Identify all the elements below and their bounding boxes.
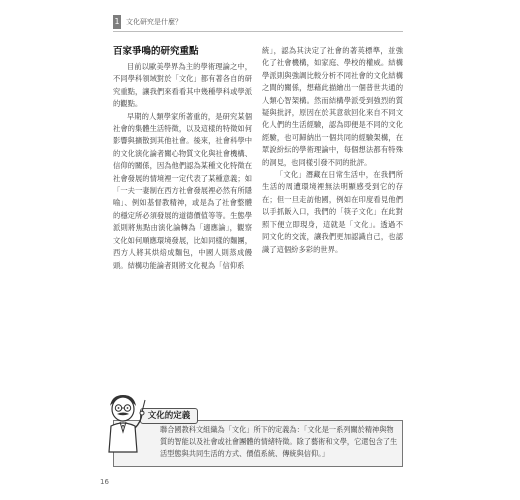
left-column [113,45,252,272]
header-divider [113,31,403,32]
right-column [262,45,403,256]
paragraph: 統」，認為其決定了社會的著英標準，並強化了社會機構，如家庭、學校的權威。結構學派則與強調比較分析不同社會的文化結構之間的關係，想藉此描繪出一個普世共通的人類心智架構。然而結構學派受到強烈的質疑與批評，原因在於其意欲回化來自不同文化人們的生活經驗，認為即便是不同的文化經驗，也可歸納出一個共同的經驗架構，在眾說紛紜的學術理論中，每個想法都有特殊的洞見，也同樣引發不同的批評。 [262,46,403,167]
page-number: 16 [100,478,109,486]
section-title: 百家爭鳴的研究重點 [113,46,199,57]
definition-label: 文化的定義 [140,408,198,424]
paragraph: 目前以歐美學界為主的學術理論之中，不同學科領域對於「文化」都有著各自的研究重點，讓我們來看看其中幾種學科或學派的觀點。 [113,62,252,109]
paragraph: 「文化」潛藏在日常生活中，在我們所生活的周遭環境裡無法明顯感受到它的存在；但一旦走訪他國，例如在印度看見他們以手抓飯入口，我們的「筷子文化」在此對照下便立即現身，這就是「文化」。透過不同文化的交流，讓我們更加認識自己，也認識了這個紛多彩的世界。 [262,170,403,254]
chapter-number: 1 [114,17,120,26]
professor-illustration [100,392,146,454]
paragraph: 早期的人類學家所著重的，是研究某個社會的集體生活特徵，以及這樣的特徵如何影響與擴散到其他社會。後來，社會科學中的文化演化論者關心物質文化與社會機構、信仰的關係，因為他們認為某種文化特徵在社會發展的情境裡一定代表了某種意義；如「一夫一妻制在西方社會發展裡必然有所隱喻」、例如基督教精神，或是為了社會整體的穩定所必須發展的道德價值等等。生態學派則將焦點由演化論轉為「適應論」，觀察文化如何順應環境發展，比如同樣的麵團，西方人將其烘焙成麵包，中國人則蒸成饅頭。結構功能論者則將文化視為「信仰系 [113,111,252,270]
running-title: 文化研究是什麼？ [126,18,182,26]
definition-text: 聯合國教科文組織為「文化」所下的定義為：「文化是一系列關於精神與物質的智能以及社會或社會團體的情緒特徵。除了藝術和文學，它還包含了生活型態與共同生活的方式、價值系統、傳統與信仰。」 [160,425,398,458]
